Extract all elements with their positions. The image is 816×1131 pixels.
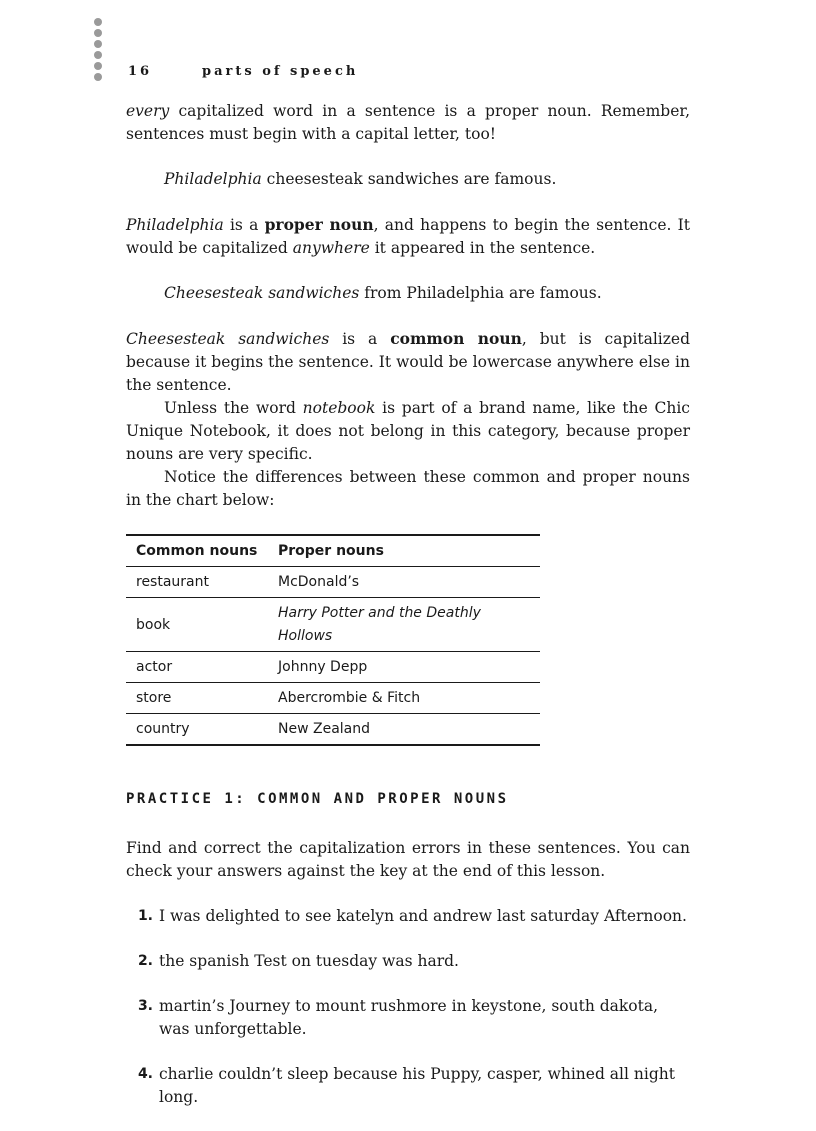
table-header: Proper nouns — [268, 535, 540, 567]
list-item — [126, 995, 690, 1041]
table-header: Common nouns — [126, 535, 268, 567]
exercise-number: 3. — [137, 998, 153, 1014]
page-number: 16 — [128, 64, 153, 79]
table-row — [126, 598, 540, 652]
exercise-number: 1. — [137, 908, 153, 924]
table-cell: actor — [126, 652, 268, 683]
practice-heading: PRACTICE 1: COMMON AND PROPER NOUNS — [126, 791, 509, 807]
exercise-text: the spanish Test on tuesday was hard. — [159, 952, 459, 970]
table-row — [126, 683, 540, 714]
exercise-list — [126, 905, 690, 1109]
list-item — [126, 1063, 690, 1109]
paragraph-chart-intro: Notice the differences between these common and proper nouns in the chart below: — [126, 468, 690, 509]
nouns-table — [126, 534, 540, 746]
exercise-number: 2. — [137, 953, 153, 969]
table-cell: McDonald’s — [268, 567, 540, 598]
list-item — [126, 950, 690, 973]
table-cell: New Zealand — [268, 714, 540, 746]
table-cell: restaurant — [126, 567, 268, 598]
table-header-row — [126, 535, 540, 567]
table-row — [126, 652, 540, 683]
table-cell: Johnny Depp — [268, 652, 540, 683]
paragraph-notebook: Unless the word notebook is part of a brand name, like the Chic Unique Notebook, it does not belong in this category, because proper nouns are very specific. — [126, 399, 690, 463]
exercise-text: charlie couldn’t sleep because his Puppy, casper, whined all night long. — [159, 1065, 675, 1106]
paragraph-proper-noun: Philadelphia is a proper noun, and happens to begin the sentence. It would be capitalized anywhere it appeared in the sentence. — [126, 215, 690, 257]
list-item — [126, 905, 690, 928]
page-body — [126, 100, 690, 1131]
table-cell: book — [126, 598, 268, 652]
table-cell: country — [126, 714, 268, 746]
example-sentence-2: Cheesesteak sandwiches from Philadelphia are famous. — [164, 284, 602, 302]
paragraph-common-noun: Cheesesteak sandwiches is a common noun, but is capitalized because it begins the sentence. It would be lowercase anywhere else in the sentence. — [126, 329, 691, 394]
running-header — [128, 64, 358, 79]
margin-dot-ornament — [94, 18, 104, 84]
table-cell: Harry Potter and the Deathly Hollows — [268, 598, 540, 652]
exercise-number: 4. — [137, 1066, 153, 1082]
running-title: parts of speech — [202, 64, 359, 79]
exercise-text: I was delighted to see katelyn and andrew last saturday Afternoon. — [159, 907, 687, 925]
table-cell: Abercrombie & Fitch — [268, 683, 540, 714]
table-cell: store — [126, 683, 268, 714]
table-row — [126, 714, 540, 746]
exercise-text: martin’s Journey to mount rushmore in keystone, south dakota, was unforgettable. — [159, 997, 659, 1038]
example-sentence-1: Philadelphia cheesesteak sandwiches are famous. — [164, 170, 557, 188]
practice-instructions: Find and correct the capitalization errors in these sentences. You can check your answers against the key at the end of this lesson. — [126, 839, 690, 880]
paragraph-intro: every capitalized word in a sentence is a proper noun. Remember, sentences must begin with a capital letter, too! — [126, 102, 690, 143]
table-row — [126, 567, 540, 598]
